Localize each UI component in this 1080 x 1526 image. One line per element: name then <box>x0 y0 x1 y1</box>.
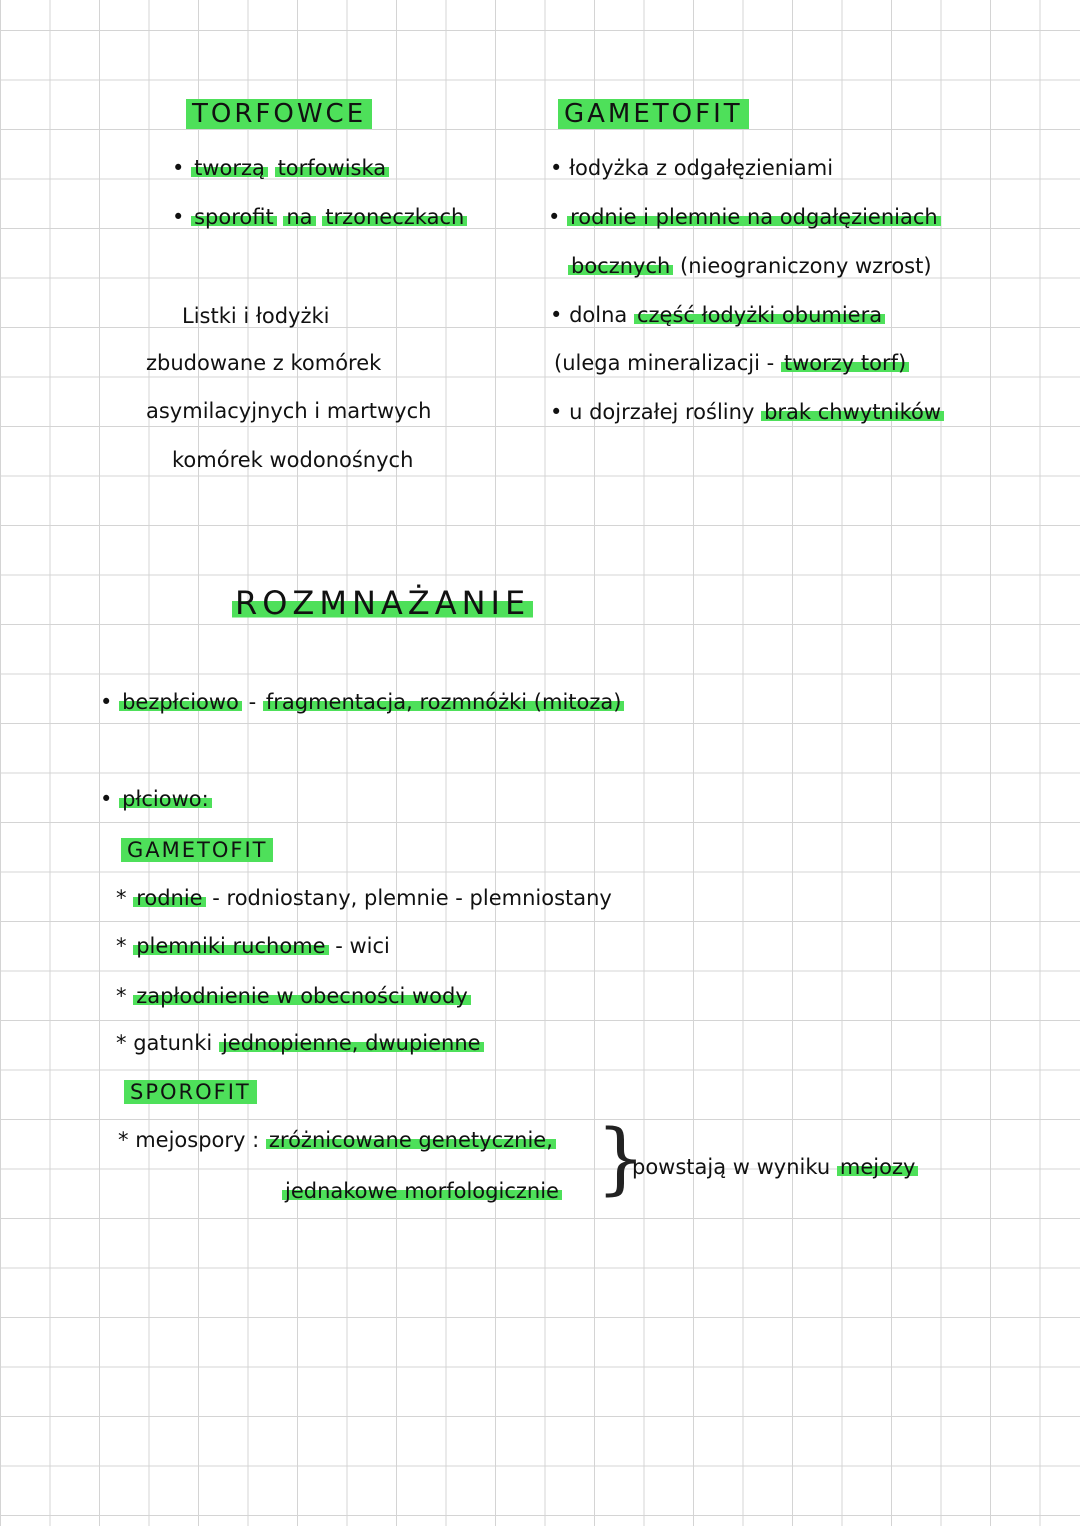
gametofit-item-2: * plemniki ruchome - wici <box>116 934 390 958</box>
gametofit-line-6: • u dojrzałej rośliny brak chwytników <box>550 399 944 425</box>
sporofit-heading <box>124 1079 257 1105</box>
sporofit-item-1: * mejospory : zróżnicowane genetycznie, <box>118 1127 556 1153</box>
gametofit-sub-title: GAMETOFIT <box>121 838 273 862</box>
torfowce-title: TORFOWCE <box>186 99 372 129</box>
curly-brace: } <box>596 1114 646 1204</box>
gametofit-top-heading <box>558 101 749 127</box>
sporofit-result: powstają w wyniku mejozy <box>632 1154 918 1180</box>
torfowce-para-4: komórek wodonośnych <box>172 448 414 472</box>
torfowce-para-3: asymilacyjnych i martwych <box>146 399 432 423</box>
gametofit-line-4: • dolna część łodyżki obumiera <box>550 302 885 328</box>
torfowce-para-2: zbudowane z komórek <box>146 351 382 375</box>
bezplciowo-line: • bezpłciowo - fragmentacja, rozmnóżki (mitoza) <box>100 689 624 715</box>
gametofit-line-3: bocznych (nieograniczony wzrost) <box>568 253 932 279</box>
torfowce-heading <box>186 101 372 127</box>
gametofit-item-1: * rodnie - rodniostany, plemnie - plemniostany <box>116 886 612 910</box>
rozmnazanie-heading <box>232 585 533 621</box>
sporofit-title: SPOROFIT <box>124 1080 257 1104</box>
sporofit-item-2: jednakowe morfologicznie <box>282 1178 562 1204</box>
gametofit-sub-heading <box>121 837 273 863</box>
torfowce-bullet-1: • tworzą torfowiska <box>172 155 389 181</box>
gametofit-line-5: (ulega mineralizacji - tworzy torf) <box>554 350 909 376</box>
rozmnazanie-title: ROZMNAŻANIE <box>232 584 533 622</box>
gametofit-item-3: * zapłodnienie w obecności wody <box>116 983 471 1009</box>
torfowce-bullet-2: • sporofit na trzoneczkach <box>172 204 467 230</box>
gametofit-item-4: * gatunki jednopienne, dwupienne <box>116 1030 484 1056</box>
gametofit-line-1: • łodyżka z odgałęzieniami <box>550 156 834 180</box>
gametofit-top-title: GAMETOFIT <box>558 99 749 129</box>
gametofit-line-2: • rodnie i plemnie na odgałęzieniach <box>548 204 941 230</box>
plciowo-line: • płciowo: <box>100 786 212 812</box>
torfowce-para-1: Listki i łodyżki <box>182 304 330 328</box>
